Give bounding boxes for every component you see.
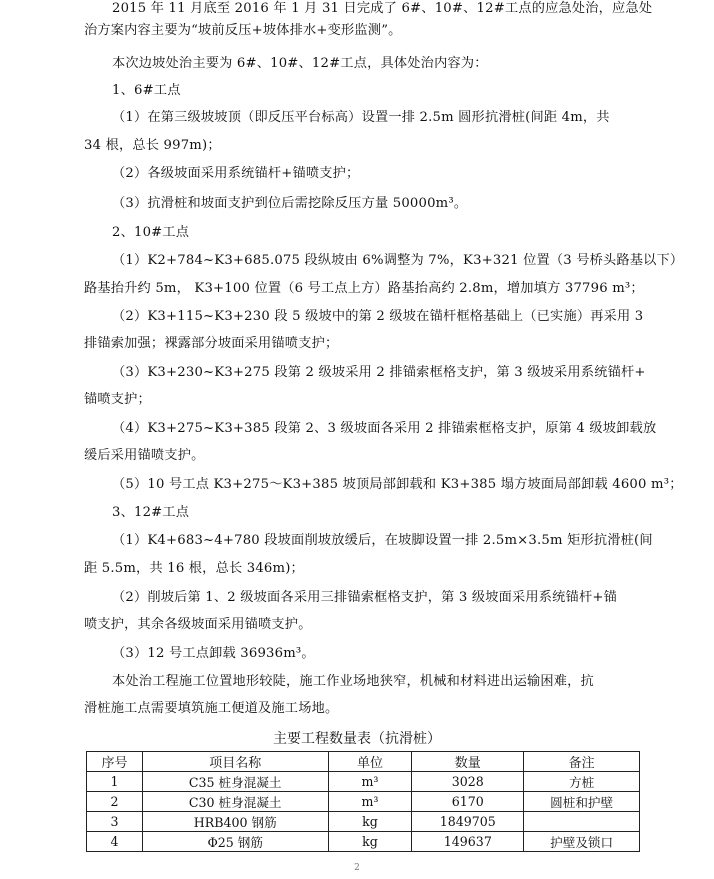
table-cell: 3028 [412,772,524,792]
header-cell: 备注 [524,752,640,772]
header-cell: 数量 [412,752,524,772]
table-cell: 1 [87,772,143,792]
paragraph-line: 排锚索加强；裸露部分坡面采用锚喷支护； [84,336,339,351]
table-cell: 2 [87,792,143,812]
table-caption: 主要工程数量表（抗滑桩） [273,731,441,747]
paragraph-line: 治方案内容主要为“坡前反压+坡体排水+变形监测”。 [84,23,402,38]
table-header-row [87,752,640,772]
table-cell: 护壁及锁口 [524,832,640,852]
paragraph-line: 滑桩施工点需要填筑施工便道及施工场地。 [84,701,339,716]
paragraph-line: （3）抗滑桩和坡面支护到位后需挖除反压方量 50000m³。 [112,196,468,211]
paragraph-line: （1）在第三级坡坡顶（即反压平台标高）设置一排 2.5m 圆形抗滑桩(间距 4m，共 [112,110,610,125]
section-heading: 2、10#工点 [112,225,190,240]
page-number: 2 [354,863,360,873]
paragraph-line: （2）K3+115~K3+230 段 5 级坡中的第 2 级坡在锚杆框格基础上（已实施）再采用 3 [112,309,644,324]
table-row [87,832,640,852]
table-cell: HRB400 钢筋 [142,812,328,832]
table-cell: 4 [87,832,143,852]
paragraph-line: （1）K4+683~4+780 段坡面削坡放缓后，在坡脚设置一排 2.5m×3.5m 矩形抗滑桩(间 [112,533,653,548]
paragraph-line: （2）各级坡面采用系统锚杆+锚喷支护； [112,166,360,181]
table-row [87,772,640,792]
paragraph-line: （5）10 号工点 K3+275～K3+385 坡顶局部卸载和 K3+385 塌方坡面局部卸载 4600 m³； [112,477,683,492]
table-row [87,812,640,832]
table-cell: 圆桩和护壁 [524,792,640,812]
paragraph-line: 喷支护，其余各级坡面采用锚喷支护。 [84,617,312,632]
quantity-table [86,751,640,852]
table-cell: 3 [87,812,143,832]
table-cell: kg [328,812,412,832]
section-heading: 3、12#工点 [112,505,190,520]
table-cell: m³ [328,792,412,812]
paragraph-line: 本处治工程施工位置地形较陡，施工作业场地狭窄，机械和材料进出运输困难，抗 [112,674,594,689]
paragraph-line: 34 根，总长 997m)； [84,138,221,153]
table-cell: 方桩 [524,772,640,792]
paragraph-line: 本次边坡处治主要为 6#、10#、12#工点，具体处治内容为： [112,56,488,71]
table-cell: m³ [328,772,412,792]
paragraph-line: （3）K3+230~K3+275 段第 2 级坡采用 2 排锚索框格支护，第 3 级坡采用系统锚杆+ [112,365,646,380]
paragraph-line: 缓后采用锚喷支护。 [84,448,205,463]
header-cell: 序号 [87,752,143,772]
table-cell [524,812,640,832]
header-cell: 单位 [328,752,412,772]
table-row [87,792,640,812]
table-cell: kg [328,832,412,852]
paragraph-line: 2015 年 11 月底至 2016 年 1 月 31 日完成了 6#、10#、12#工点的应急处治，应急处 [112,1,653,16]
table-cell: 1849705 [412,812,524,832]
table-cell: C35 桩身混凝土 [142,772,328,792]
section-heading: 1、6#工点 [112,83,181,98]
paragraph-line: （4）K3+275~K3+385 段第 2、3 级坡面各采用 2 排锚索框格支护，原第 4 级坡卸载放 [112,421,657,436]
table-cell: Φ25 钢筋 [142,832,328,852]
paragraph-line: （2）削坡后第 1、2 级坡面各采用三排锚索框格支护，第 3 级坡面采用系统锚杆+锚 [112,590,617,605]
table-cell: C30 桩身混凝土 [142,792,328,812]
paragraph-line: 锚喷支护； [84,392,151,407]
table-cell: 6170 [412,792,524,812]
paragraph-line: 距 5.5m，共 16 根，总长 346m)； [84,561,304,576]
header-cell: 项目名称 [142,752,328,772]
table-cell: 149637 [412,832,524,852]
paragraph-line: （1）K2+784~K3+685.075 段纵坡由 6%调整为 7%，K3+321 位置（3 号桥头路基以下） [112,253,684,268]
paragraph-line: 路基抬升约 5m， K3+100 位置（6 号工点上方）路基抬高约 2.8m，增加填方 37796 m³； [84,281,644,296]
paragraph-line: （3）12 号工点卸载 36936m³。 [112,646,315,661]
